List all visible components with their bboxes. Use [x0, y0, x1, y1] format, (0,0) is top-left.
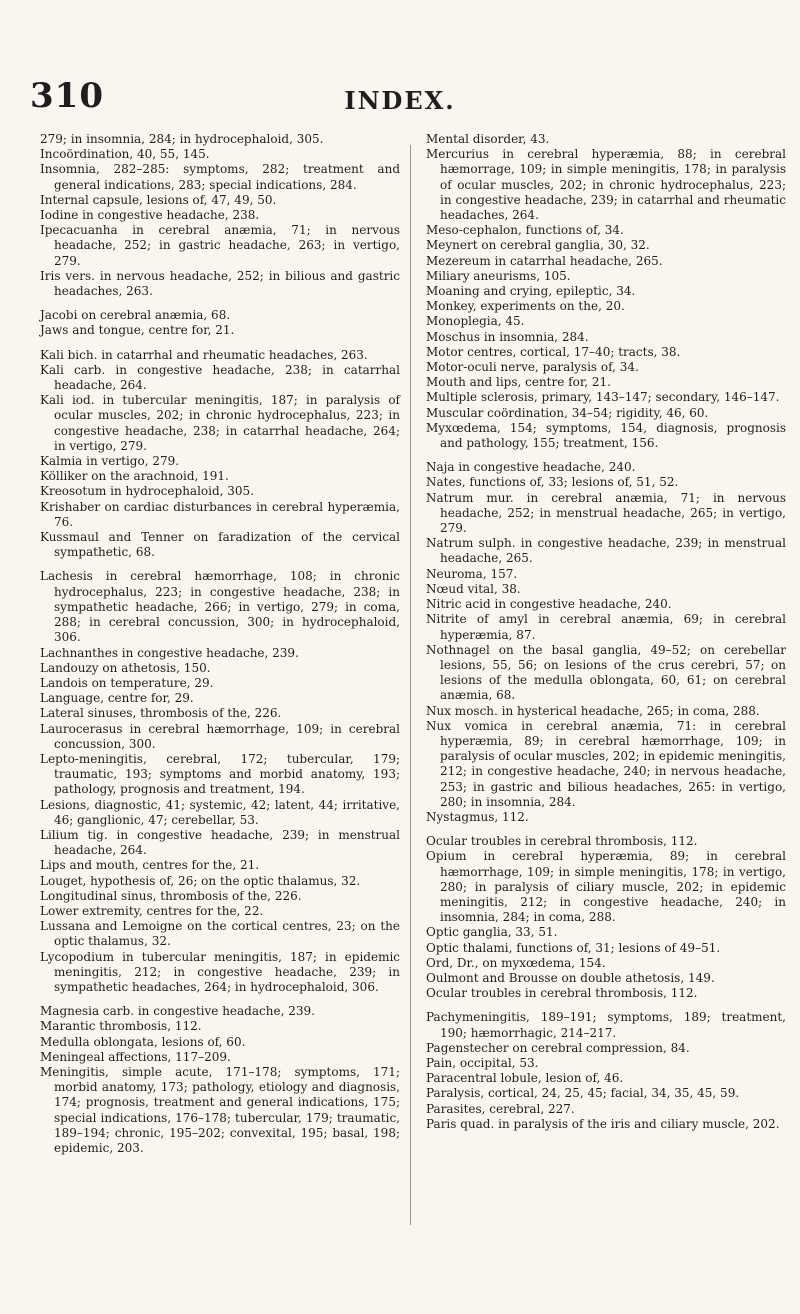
index-entry: Lachnanthes in congestive headache, 239.: [40, 645, 299, 660]
index-entry: Nœud vital, 38.: [426, 581, 521, 596]
index-entry: Nothnagel on the basal ganglia, 49–52; on cerebellar lesions, 55, 56; on lesions of the crus cerebri, 57; on lesions of the medulla oblongata, 60, 61; on cerebral anæmia, 68.: [426, 642, 786, 703]
index-entry: Laurocerasus in cerebral hæmorrhage, 109; in cerebral concussion, 300.: [40, 721, 400, 751]
index-column-left: [40, 132, 400, 1156]
index-entry: Opium in cerebral hyperæmia, 89; in cerebral hæmorrhage, 109; in simple meningitis, 178; in vertigo, 280; in paralysis of ciliary muscle, 202; in epidemic meningitis, 212; in congestive headache, 240; in insomnia, 284; in coma, 288.: [426, 849, 786, 925]
index-entry: Naja in congestive headache, 240.: [426, 460, 636, 475]
index-entry: Multiple sclerosis, primary, 143–147; secondary, 146–147.: [426, 390, 780, 405]
index-entry: Meningeal affections, 117–209.: [40, 1049, 231, 1064]
index-entry: Neuroma, 157.: [426, 566, 518, 581]
index-entry: Pachymeningitis, 189–191; symptoms, 189; treatment, 190; hæmorrhagic, 214–217.: [426, 1010, 786, 1040]
index-entry: Ocular troubles in cerebral thrombosis, 112.: [426, 986, 698, 1001]
index-entry: Nitrite of amyl in cerebral anæmia, 69; in cerebral hyperæmia, 87.: [426, 612, 786, 642]
index-entry: Nux vomica in cerebral anæmia, 71: in cerebral hyperæmia, 89; in cerebral hæmorrhage, 109; in paralysis of ocular muscles, 202; in epidemic meningitis, 212; in congestive headache, 240; in nervous headache, 253; in gastric and bilious headaches, 265: in vertigo, 280; in insomnia, 284.: [426, 718, 786, 809]
index-entry: Optic ganglia, 33, 51.: [426, 925, 558, 940]
index-entry: Incoördination, 40, 55, 145.: [40, 147, 210, 162]
index-entry: Natrum mur. in cerebral anæmia, 71; in nervous headache, 252; in menstrual headache, 265; in vertigo, 279.: [426, 490, 786, 536]
index-entry: Pain, occipital, 53.: [426, 1055, 539, 1070]
index-entry: Nates, functions of, 33; lesions of, 51, 52.: [426, 475, 679, 490]
index-entry: Medulla oblongata, lesions of, 60.: [40, 1034, 246, 1049]
index-entry: Lachesis in cerebral hæmorrhage, 108; in chronic hydrocephalus, 223; in congestive headache, 238; in sympathetic headache, 266; in vertigo, 279; in coma, 288; in cerebral concussion, 300; in hydrocephaloid, 306.: [40, 569, 400, 645]
index-entry: Mental disorder, 43.: [426, 132, 550, 146]
index-entry: Lower extremity, centres for the, 22.: [40, 903, 264, 918]
running-title: INDEX.: [344, 86, 456, 115]
index-entry: Myxœdema, 154; symptoms, 154, diagnosis, prognosis and pathology, 155; treatment, 156.: [426, 420, 786, 451]
index-entry: Mouth and lips, centre for, 21.: [426, 375, 611, 390]
index-entry: Kölliker on the arachnoid, 191.: [40, 469, 229, 484]
index-entry: Lycopodium in tubercular meningitis, 187; in epidemic meningitis, 212; in congestive headache, 239; in sympathetic headaches, 264; in hydrocephaloid, 306.: [40, 949, 400, 994]
index-entry: Parasites, cerebral, 227.: [426, 1101, 575, 1116]
index-entry: Paralysis, cortical, 24, 25, 45; facial, 34, 35, 45, 59.: [426, 1086, 740, 1101]
index-entry: Lesions, diagnostic, 41; systemic, 42; latent, 44; irritative, 46; ganglionic, 47; cerebellar, 53.: [40, 797, 400, 827]
index-entry: Ocular troubles in cerebral thrombosis, 112.: [426, 834, 698, 849]
index-entry: Monoplegia, 45.: [426, 314, 525, 329]
index-entry: Lilium tig. in congestive headache, 239; in menstrual headache, 264.: [40, 827, 400, 858]
index-entry: Pagenstecher on cerebral compression, 84.: [426, 1040, 690, 1055]
index-entry: Muscular coördination, 34–54; rigidity, 46, 60.: [426, 405, 709, 420]
index-entry: Kussmaul and Tenner on faradization of the cervical sympathetic, 68.: [40, 530, 400, 560]
column-divider: [410, 145, 411, 1225]
index-entry: Mercurius in cerebral hyperæmia, 88; in cerebral hæmorrage, 109; in simple meningitis, 178; in paralysis of ocular muscles, 202; in chronic hydrocephalus, 223; in congestive headache, 239; in catarrhal and rheumatic headaches, 264.: [426, 147, 786, 223]
index-entry: Paris quad. in paralysis of the iris and ciliary muscle, 202.: [426, 1116, 780, 1131]
index-entry: Louget, hypothesis of, 26; on the optic thalamus, 32.: [40, 873, 361, 888]
index-entry: Kreosotum in hydrocephaloid, 305.: [40, 484, 255, 499]
index-entry: Marantic thrombosis, 112.: [40, 1019, 202, 1034]
index-entry: Nitric acid in congestive headache, 240.: [426, 597, 672, 612]
index-entry: Moaning and crying, epileptic, 34.: [426, 284, 636, 299]
index-entry: Natrum sulph. in congestive headache, 239; in menstrual headache, 265.: [426, 536, 786, 566]
index-entry: Landois on temperature, 29.: [40, 675, 214, 690]
index-entry: Motor centres, cortical, 17–40; tracts, 38.: [426, 344, 681, 359]
index-entry: Kali bich. in catarrhal and rheumatic headaches, 263.: [40, 347, 368, 362]
index-entry: Moschus in insomnia, 284.: [426, 329, 589, 344]
index-entry: Optic thalami, functions of, 31; lesions of 49–51.: [426, 940, 721, 955]
index-entry: Language, centre for, 29.: [40, 691, 194, 706]
index-entry: Oulmont and Brousse on double athetosis, 149.: [426, 970, 715, 985]
index-entry: Paracentral lobule, lesion of, 46.: [426, 1071, 624, 1086]
index-entry: Lussana and Lemoigne on the cortical centres, 23; on the optic thalamus, 32.: [40, 919, 400, 949]
index-entry: Lepto-meningitis, cerebral, 172; tubercular, 179; traumatic, 193; symptoms and morbid anatomy, 193; pathology, prognosis and treatment, 194.: [40, 751, 400, 797]
index-entry: Insomnia, 282–285: symptoms, 282; treatment and general indications, 283; special indications, 284.: [40, 162, 400, 192]
index-entry: Landouzy on athetosis, 150.: [40, 660, 211, 675]
index-entry: Motor-oculi nerve, paralysis of, 34.: [426, 360, 639, 375]
index-entry: Nystagmus, 112.: [426, 809, 529, 824]
index-entry: Nux mosch. in hysterical headache, 265; in coma, 288.: [426, 703, 760, 718]
index-entry: 279; in insomnia, 284; in hydrocephaloid, 305.: [40, 132, 324, 146]
page-number: 310: [30, 76, 104, 116]
index-entry: Iodine in congestive headache, 238.: [40, 208, 260, 223]
index-entry: Meso-cephalon, functions of, 34.: [426, 223, 624, 238]
index-entry: Jacobi on cerebral anæmia, 68.: [40, 308, 231, 323]
index-entry: Meningitis, simple acute, 171–178; symptoms, 171; morbid anatomy, 173; pathology, etiology and diagnosis, 174; prognosis, treatment and general indications, 175; special indications, 176–178; tubercular, 179; traumatic, 189–194; chronic, 195–202; convexital, 195; basal, 198; epidemic, 203.: [40, 1064, 400, 1155]
index-entry: Magnesia carb. in congestive headache, 239.: [40, 1004, 315, 1019]
index-entry: Lips and mouth, centres for the, 21.: [40, 858, 260, 873]
index-entry: Mezereum in catarrhal headache, 265.: [426, 253, 663, 268]
index-entry: Ord, Dr., on myxœdema, 154.: [426, 955, 606, 970]
page-header: [0, 76, 800, 126]
index-entry: Meynert on cerebral ganglia, 30, 32.: [426, 238, 650, 253]
index-entry: Iris vers. in nervous headache, 252; in bilious and gastric headaches, 263.: [40, 268, 400, 299]
index-entry: Ipecacuanha in cerebral anæmia, 71; in nervous headache, 252; in gastric headache, 263; in vertigo, 279.: [40, 223, 400, 268]
index-entry: Internal capsule, lesions of, 47, 49, 50.: [40, 192, 277, 207]
index-entry: Krishaber on cardiac disturbances in cerebral hyperæmia, 76.: [40, 499, 400, 529]
index-entry: Kali carb. in congestive headache, 238; in catarrhal headache, 264.: [40, 362, 400, 393]
index-column-right: [426, 132, 786, 1132]
index-entry: Miliary aneurisms, 105.: [426, 268, 571, 283]
index-entry: Longitudinal sinus, thrombosis of the, 226.: [40, 888, 302, 903]
index-entry: Jaws and tongue, centre for, 21.: [40, 323, 235, 338]
index-entry: Monkey, experiments on the, 20.: [426, 299, 625, 314]
index-entry: Kali iod. in tubercular meningitis, 187; in paralysis of ocular muscles, 202; in chronic hydrocephalus, 223; in congestive headache, 238; in catarrhal headache, 264; in vertigo, 279.: [40, 393, 400, 453]
index-entry: Kalmia in vertigo, 279.: [40, 454, 180, 469]
index-entry: Lateral sinuses, thrombosis of the, 226.: [40, 706, 282, 721]
